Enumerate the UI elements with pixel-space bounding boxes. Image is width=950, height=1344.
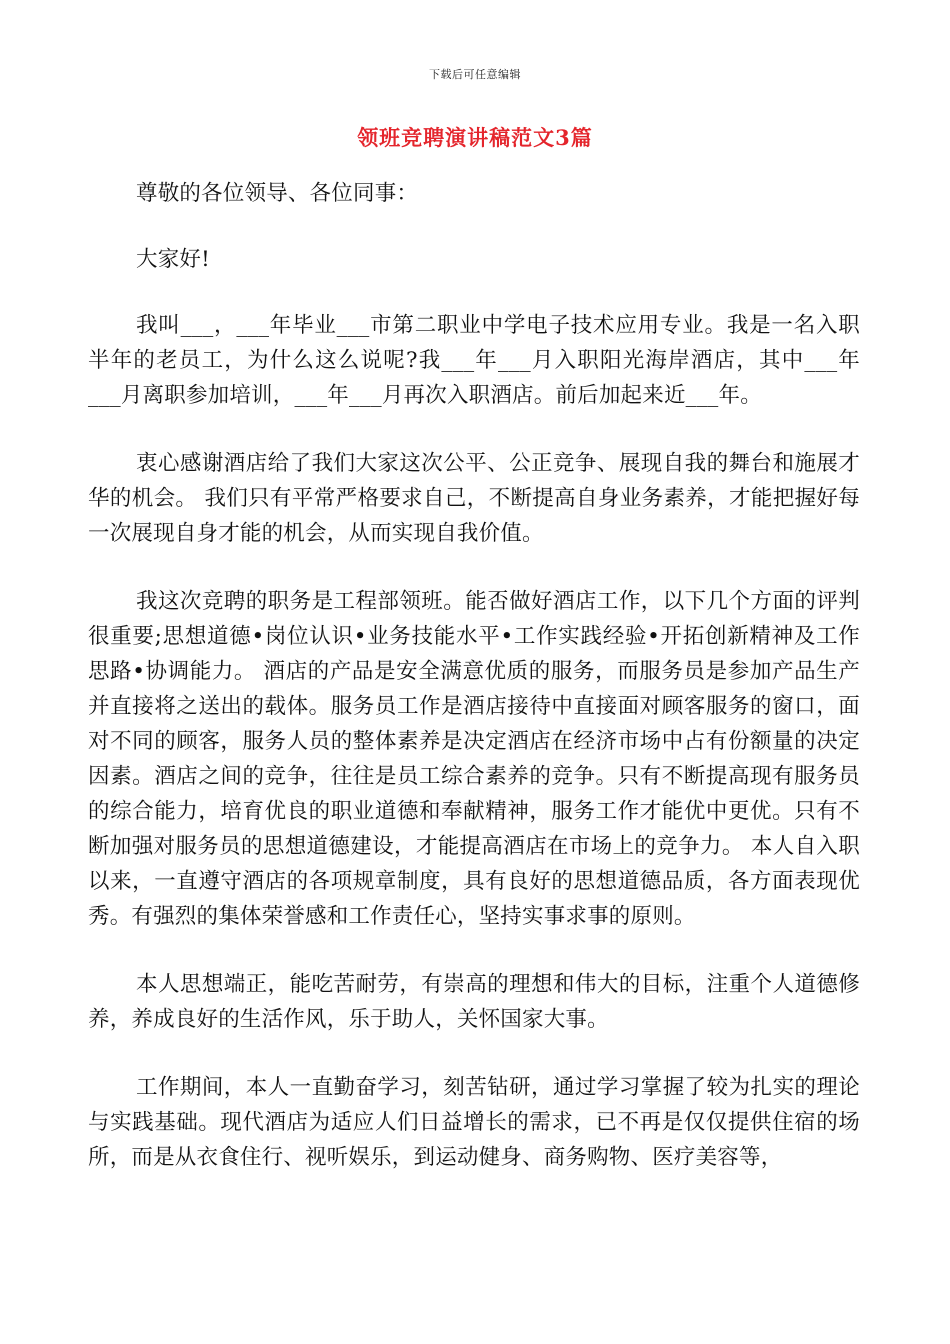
body-paragraph-character: 本人思想端正，能吃苦耐劳，有崇高的理想和伟大的目标，注重个人道德修养，养成良好的生活作风，乐于助人，关怀国家大事。 (88, 972, 860, 1032)
hello-paragraph: 大家好! (136, 247, 210, 272)
body-paragraph-introduction: 我叫___，___年毕业___市第二职业中学电子技术应用专业。我是一名入职半年的老员工，为什么这么说呢?我___年___月入职阳光海岸酒店，其中___年___月离职参加培训，___年___月再次入职酒店。前后加起来近___年。 (88, 313, 860, 408)
greeting-paragraph: 尊敬的各位领导、各位同事： (136, 181, 419, 206)
header-note: 下载后可任意编辑 (429, 68, 521, 81)
body-paragraph-thanks: 衷心感谢酒店给了我们大家这次公平、公正竞争、展现自我的舞台和施展才华的机会。 我们只有平常严格要求自己，不断提高自身业务素养，才能把握好每一次展现自身才能的机会，从而实现自我价值。 (88, 451, 860, 546)
body-paragraph-position: 我这次竞聘的职务是工程部领班。能否做好酒店工作，以下几个方面的评判很重要;思想道德•岗位认识•业务技能水平•工作实践经验•开拓创新精神及工作思路•协调能力。 酒店的产品是安全满意优质的服务，而服务员是参加产品生产并直接将之送出的载体。服务员工作是酒店接待中直接面对顾客服务的窗口，面对不同的顾客，服务人员的整体素养是决定酒店在经济市场中占有份额量的决定因素。酒店之间的竞争，往往是员工综合素养的竞争。只有不断提高现有服务员的综合能力，培育优良的职业道德和奉献精神，服务工作才能优中更优。只有不断加强对服务员的思想道德建设，才能提高酒店在市场上的竞争力。 本人自入职以来，一直遵守酒店的各项规章制度，具有良好的思想道德品质，各方面表现优秀。有强烈的集体荣誉感和工作责任心，坚持实事求事的原则。 (88, 589, 860, 929)
body-paragraph-study: 工作期间，本人一直勤奋学习，刻苦钻研，通过学习掌握了较为扎实的理论与实践基础。现代酒店为适应人们日益增长的需求，已不再是仅仅提供住宿的场所，而是从衣食住行、视听娱乐，到运动健身、商务购物、医疗美容等， (88, 1075, 860, 1170)
document-title: 领班竞聘演讲稿范文3篇 (357, 125, 593, 150)
document-body (88, 176, 860, 1208)
